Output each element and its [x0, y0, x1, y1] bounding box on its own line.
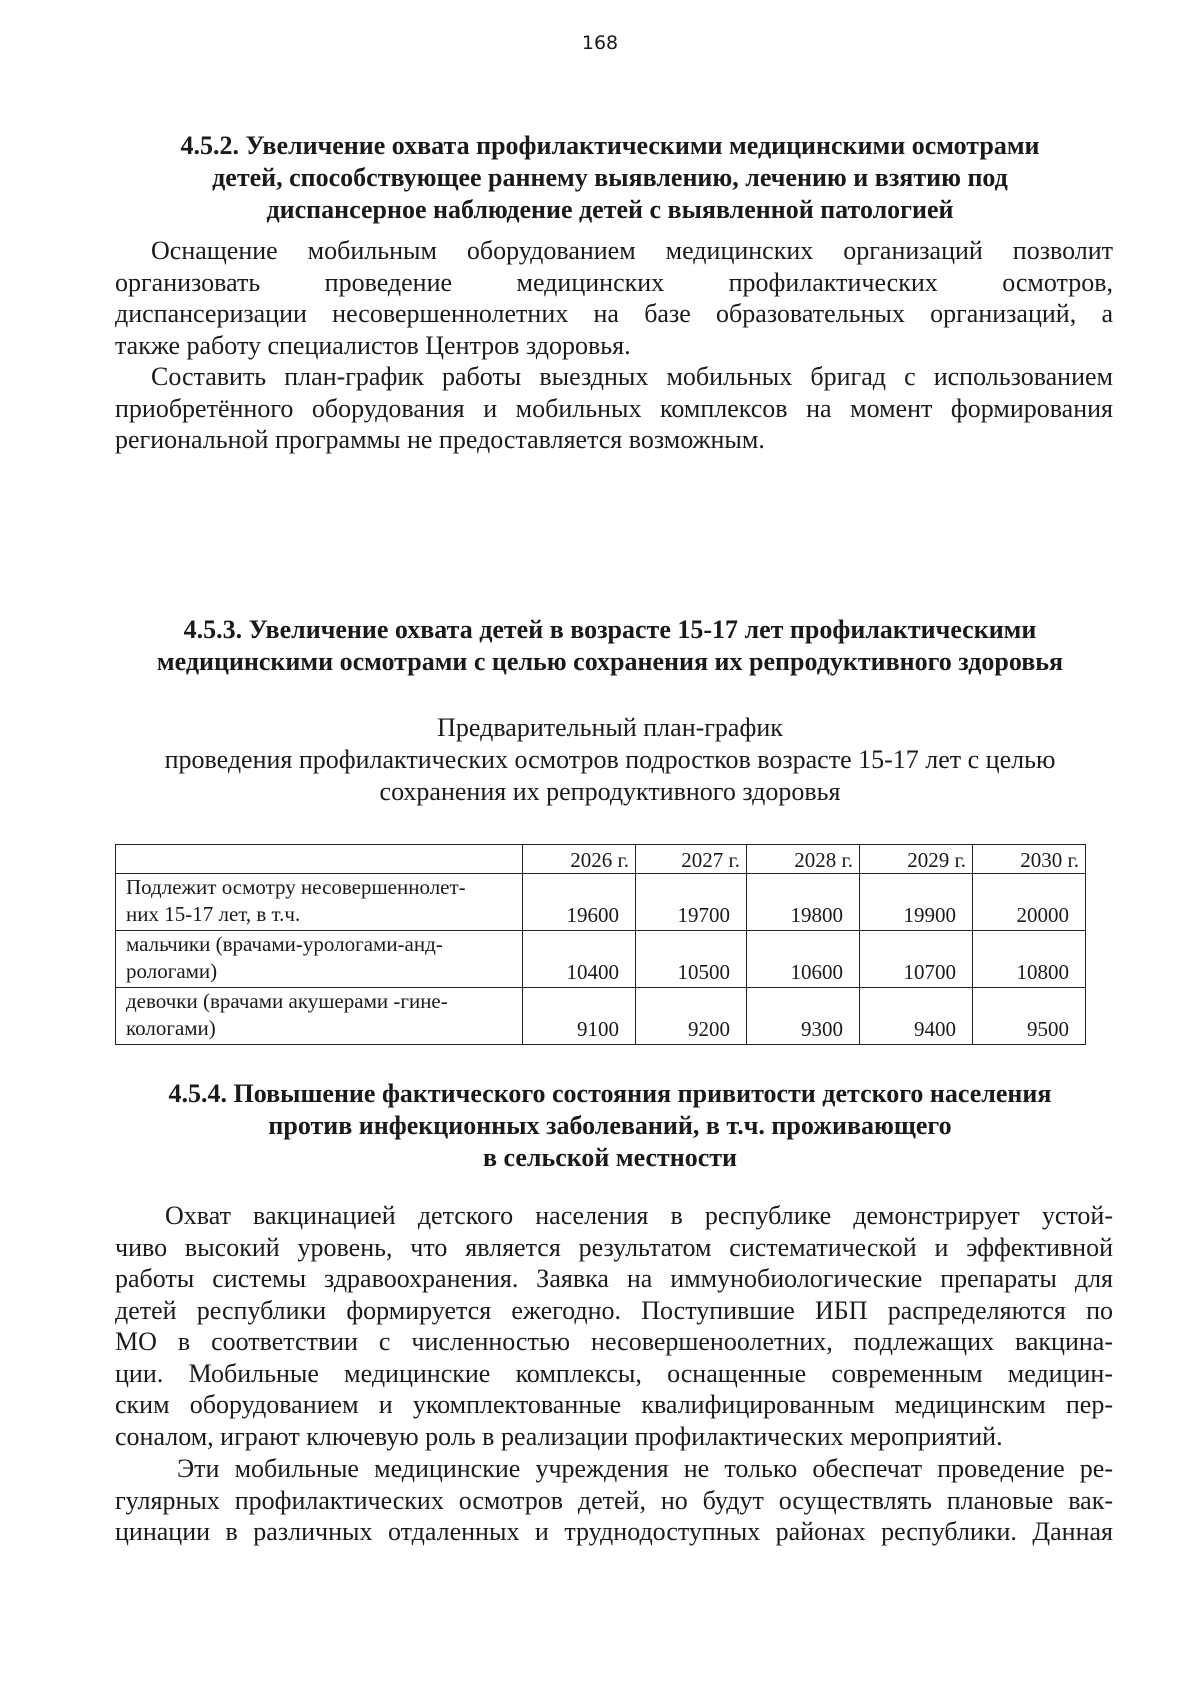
- row-label-line: кологами): [126, 1016, 216, 1040]
- table-cell: 9500: [973, 988, 1086, 1045]
- table-row: [116, 874, 1086, 931]
- table-header-cell: 2030 г.: [973, 845, 1086, 874]
- row-label-line: рологами): [126, 959, 218, 983]
- row-label: [116, 874, 523, 931]
- section-452-paragraph-2: [115, 361, 1113, 456]
- table-header-cell: 2029 г.: [860, 845, 973, 874]
- text-line: гулярных профилактических осмотров детей, но будут осуществлять плановые вак-: [115, 1485, 1113, 1515]
- text-line: МО в соответствии с численностью несовершеноолетних, подлежащих вакцина-: [115, 1327, 1113, 1356]
- text-line: соналом, играют ключевую роль в реализации профилактических мероприятий.: [115, 1421, 1003, 1451]
- table-cell: 19600: [523, 874, 636, 931]
- table-header-row: [116, 845, 1086, 874]
- table-cell: 19700: [636, 874, 747, 931]
- text-line: детей республики формируется ежегодно. Поступившие ИБП распределяются по: [115, 1295, 1113, 1325]
- table-cell: 9100: [523, 988, 636, 1045]
- table-cell: 10800: [973, 931, 1086, 988]
- table-header-empty: [116, 845, 523, 874]
- section-452-heading: [120, 130, 1100, 226]
- text-line: ским оборудованием и укомплектованные квалифицированным медицинским пер-: [115, 1390, 1113, 1419]
- text-line: Охват вакцинацией детского населения в республике демонстрирует устой-: [165, 1201, 1113, 1230]
- text-line: приобретённого оборудования и мобильных комплексов на момент формирования: [115, 393, 1113, 423]
- plan-title-line: Предварительный план-график: [437, 713, 783, 742]
- heading-line: 4.5.3. Увеличение охвата детей в возрасте 15-17 лет профилактическими: [183, 615, 1037, 644]
- table-cell: 10500: [636, 931, 747, 988]
- table-cell: 10600: [747, 931, 860, 988]
- text-line: также работу специалистов Центров здоровья.: [115, 330, 631, 360]
- row-label-line: девочки (врачами акушерами -гине-: [126, 989, 448, 1013]
- text-line: региональной программы не предоставляется возможным.: [115, 425, 765, 454]
- text-line: организовать проведение медицинских профилактических осмотров,: [115, 267, 1113, 297]
- section-454-heading: [120, 1078, 1100, 1174]
- row-label-line: Подлежит осмотру несовершеннолет-: [126, 875, 466, 899]
- section-454-paragraph-2: [115, 1453, 1113, 1548]
- table-cell: 19800: [747, 874, 860, 931]
- heading-line: диспансерное наблюдение детей с выявленной патологией: [266, 195, 954, 224]
- section-452-paragraph-1: [115, 235, 1113, 361]
- screening-schedule-table: [115, 844, 1086, 1045]
- text-line: Оснащение мобильным оборудованием медицинских организаций позволит: [151, 236, 1113, 265]
- table-header-cell: 2027 г.: [636, 845, 747, 874]
- plan-title-line: проведения профилактических осмотров подростков возрасте 15-17 лет с целью: [164, 745, 1056, 774]
- table-row: [116, 988, 1086, 1045]
- heading-line: в сельской местности: [482, 1143, 738, 1172]
- text-line: Составить план-график работы выездных мобильных бригад с использованием: [151, 362, 1113, 391]
- plan-title-line: сохранения их репродуктивного здоровья: [379, 777, 841, 806]
- table-cell: 10700: [860, 931, 973, 988]
- page-number: 168: [581, 32, 619, 54]
- table-cell: 9400: [860, 988, 973, 1045]
- heading-line: медицинскими осмотрами с целью сохранения их репродуктивного здоровья: [156, 647, 1064, 676]
- section-454-paragraph-1: [115, 1200, 1113, 1452]
- table-cell: 9200: [636, 988, 747, 1045]
- text-line: чиво высокий уровень, что является результатом систематической и эффективной: [115, 1232, 1113, 1262]
- row-label: [116, 931, 523, 988]
- table-row: [116, 931, 1086, 988]
- table-cell: 19900: [860, 874, 973, 931]
- table-header-cell: 2026 г.: [523, 845, 636, 874]
- text-line: работы системы здравоохранения. Заявка на иммунобиологические препараты для: [115, 1264, 1113, 1293]
- text-line: диспансеризации несовершеннолетних на базе образовательных организаций, а: [115, 299, 1113, 328]
- row-label-line: мальчики (врачами-урологами-анд-: [126, 932, 443, 956]
- table-header-cell: 2028 г.: [747, 845, 860, 874]
- row-label-line: них 15-17 лет, в т.ч.: [126, 902, 301, 926]
- heading-line: 4.5.4. Повышение фактического состояния привитости детского населения: [168, 1079, 1052, 1108]
- row-label: [116, 988, 523, 1045]
- heading-line: 4.5.2. Увеличение охвата профилактическими медицинскими осмотрами: [180, 131, 1040, 160]
- plan-title: [100, 712, 1120, 808]
- heading-line: против инфекционных заболеваний, в т.ч. проживающего: [268, 1111, 952, 1140]
- table-cell: 10400: [523, 931, 636, 988]
- text-line: ции. Мобильные медицинские комплексы, оснащенные современным медицин-: [115, 1358, 1113, 1388]
- section-453-heading: [120, 614, 1100, 678]
- heading-line: детей, способствующее раннему выявлению, лечению и взятию под: [212, 163, 1008, 192]
- table-cell: 9300: [747, 988, 860, 1045]
- text-line: Эти мобильные медицинские учреждения не только обеспечат проведение ре-: [177, 1454, 1113, 1483]
- table-cell: 20000: [973, 874, 1086, 931]
- text-line: цинации в различных отдаленных и труднодоступных районах республики. Данная: [115, 1517, 1113, 1546]
